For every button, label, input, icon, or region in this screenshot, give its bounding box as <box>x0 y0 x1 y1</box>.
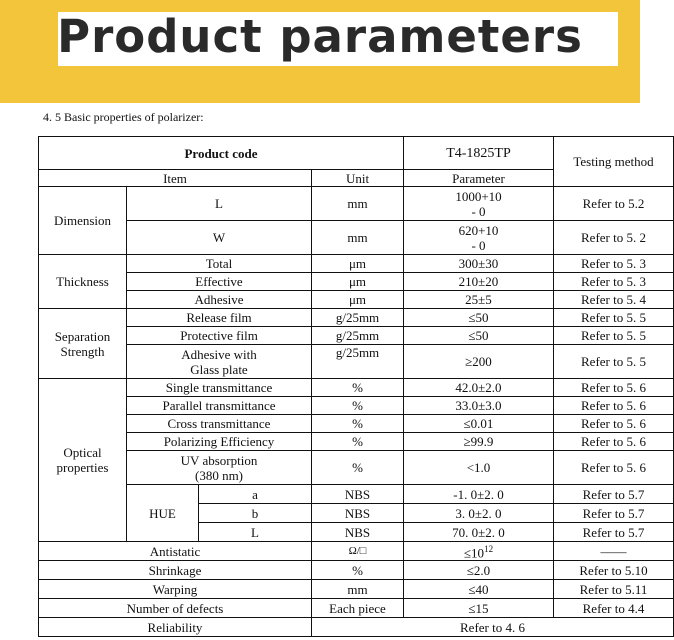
method-cell: Refer to 5. 6 <box>554 379 674 397</box>
unit-cell: % <box>312 397 404 415</box>
parameter-cell: ≤40 <box>404 580 554 599</box>
parameter-cell <box>404 221 554 255</box>
parameter-cell: 70. 0±2. 0 <box>404 523 554 542</box>
method-cell: Refer to 5. 5 <box>554 309 674 327</box>
method-cell: Refer to 5. 5 <box>554 345 674 379</box>
unit-cell: μm <box>312 255 404 273</box>
table-row <box>39 187 674 221</box>
unit-cell: % <box>312 433 404 451</box>
table-row <box>39 618 674 637</box>
parameter-cell: ≤2.0 <box>404 561 554 580</box>
method-cell: Refer to 4. 6 <box>312 618 674 637</box>
unit-cell: % <box>312 451 404 485</box>
item-name: Polarizing Efficiency <box>127 433 312 451</box>
item-name-line: Adhesive with <box>181 346 257 362</box>
method-cell: Refer to 5.11 <box>554 580 674 599</box>
item-name: Parallel transmittance <box>127 397 312 415</box>
parameter-cell: 42.0±2.0 <box>404 379 554 397</box>
unit-cell: NBS <box>312 485 404 504</box>
item-name: Antistatic <box>39 542 312 561</box>
unit-cell: mm <box>312 187 404 221</box>
unit-cell: Each piece <box>312 599 404 618</box>
optical-group-label <box>39 379 127 542</box>
product-code-value: T4-1825TP <box>404 137 554 170</box>
banner-title: Product parameters <box>57 10 583 63</box>
table-row <box>39 561 674 580</box>
item-name-line: Glass plate <box>190 361 248 377</box>
item-name: Release film <box>127 309 312 327</box>
parameter-cell: 33.0±3.0 <box>404 397 554 415</box>
unit-cell: μm <box>312 291 404 309</box>
parameter-cell: ≤15 <box>404 599 554 618</box>
table-row <box>39 137 674 170</box>
item-name: b <box>199 504 312 523</box>
group-label-line: Optical <box>63 445 102 460</box>
unit-cell: μm <box>312 273 404 291</box>
unit-cell: % <box>312 561 404 580</box>
table-row <box>39 309 674 327</box>
method-cell: Refer to 5. 3 <box>554 273 674 291</box>
unit-cell: % <box>312 379 404 397</box>
parameter-cell: 300±30 <box>404 255 554 273</box>
parameter-cell: ≤50 <box>404 327 554 345</box>
parameter-cell: 3. 0±2. 0 <box>404 504 554 523</box>
item-name-line: UV absorption <box>180 452 258 468</box>
item-name <box>127 451 312 485</box>
parameter-cell: 25±5 <box>404 291 554 309</box>
item-name: Reliability <box>39 618 312 637</box>
unit-cell: NBS <box>312 523 404 542</box>
unit-cell: g/25mm <box>312 345 404 379</box>
item-name: a <box>199 485 312 504</box>
parameter-line: 620+10 <box>458 222 499 238</box>
parameter-header: Parameter <box>404 170 554 187</box>
thickness-group-label: Thickness <box>39 255 127 309</box>
item-name: L <box>127 187 312 221</box>
parameter-cell <box>404 542 554 561</box>
method-cell: Refer to 5. 6 <box>554 397 674 415</box>
parameter-cell: ≤50 <box>404 309 554 327</box>
parameter-cell: -1. 0±2. 0 <box>404 485 554 504</box>
parameter-cell: 210±20 <box>404 273 554 291</box>
method-cell: Refer to 5. 2 <box>554 221 674 255</box>
unit-cell: Ω/□ <box>312 542 404 561</box>
polarizer-properties-table <box>38 136 674 637</box>
group-label-line: Strength <box>60 343 105 359</box>
item-name: L <box>199 523 312 542</box>
parameter-line: - 0 <box>471 203 486 219</box>
item-name-line: (380 nm) <box>194 467 244 483</box>
product-code-label: Product code <box>39 137 404 170</box>
method-cell: Refer to 5. 6 <box>554 433 674 451</box>
unit-cell: mm <box>312 221 404 255</box>
parameter-cell <box>404 187 554 221</box>
table-row <box>39 345 674 379</box>
item-name: Adhesive <box>127 291 312 309</box>
unit-cell: g/25mm <box>312 327 404 345</box>
parameter-cell: ≤0.01 <box>404 415 554 433</box>
item-name: Total <box>127 255 312 273</box>
table-row <box>39 255 674 273</box>
method-cell: Refer to 5. 6 <box>554 451 674 485</box>
item-name: Single transmittance <box>127 379 312 397</box>
method-cell: Refer to 5.2 <box>554 187 674 221</box>
method-cell: Refer to 5. 5 <box>554 327 674 345</box>
item-name: Effective <box>127 273 312 291</box>
item-name: Number of defects <box>39 599 312 618</box>
method-cell: Refer to 5. 4 <box>554 291 674 309</box>
section-title: 4. 5 Basic properties of polarizer: <box>43 110 204 124</box>
method-cell: Refer to 5.7 <box>554 485 674 504</box>
table-row <box>39 542 674 561</box>
method-cell: Refer to 5. 3 <box>554 255 674 273</box>
unit-cell: % <box>312 415 404 433</box>
item-name: Cross transmittance <box>127 415 312 433</box>
hue-label: HUE <box>127 485 199 542</box>
separation-group-label <box>39 309 127 379</box>
table-row <box>39 599 674 618</box>
table-row <box>39 415 674 433</box>
method-cell: Refer to 5. 6 <box>554 415 674 433</box>
table-row <box>39 485 674 504</box>
unit-header: Unit <box>312 170 404 187</box>
testing-method-header: Testing method <box>554 137 674 187</box>
item-name <box>127 345 312 379</box>
parameter-line: - 0 <box>471 237 486 253</box>
item-header: Item <box>39 170 312 187</box>
parameter-cell: ≥99.9 <box>404 433 554 451</box>
parameter-base: ≤10 <box>463 545 485 561</box>
unit-cell: NBS <box>312 504 404 523</box>
group-label-line: Separation <box>54 328 111 344</box>
parameter-line: 1000+10 <box>455 188 502 204</box>
method-cell: Refer to 4.4 <box>554 599 674 618</box>
table-row <box>39 327 674 345</box>
table-row <box>39 580 674 599</box>
header-banner <box>0 0 640 103</box>
parameter-cell: <1.0 <box>404 451 554 485</box>
dimension-group-label: Dimension <box>39 187 127 255</box>
method-cell: Refer to 5.10 <box>554 561 674 580</box>
parameter-cell: ≥200 <box>404 345 554 379</box>
table-row <box>39 451 674 485</box>
method-cell: —— <box>554 542 674 561</box>
group-label-line: properties <box>56 460 109 475</box>
item-name: Warping <box>39 580 312 599</box>
unit-cell: mm <box>312 580 404 599</box>
item-name: Protective film <box>127 327 312 345</box>
table-row <box>39 221 674 255</box>
table-row <box>39 291 674 309</box>
table-row <box>39 397 674 415</box>
unit-cell: g/25mm <box>312 309 404 327</box>
table-row <box>39 379 674 397</box>
method-cell: Refer to 5.7 <box>554 504 674 523</box>
item-name: Shrinkage <box>39 561 312 580</box>
method-cell: Refer to 5.7 <box>554 523 674 542</box>
parameter-exponent: 12 <box>484 544 494 554</box>
table-row <box>39 433 674 451</box>
item-name: W <box>127 221 312 255</box>
table-row <box>39 273 674 291</box>
